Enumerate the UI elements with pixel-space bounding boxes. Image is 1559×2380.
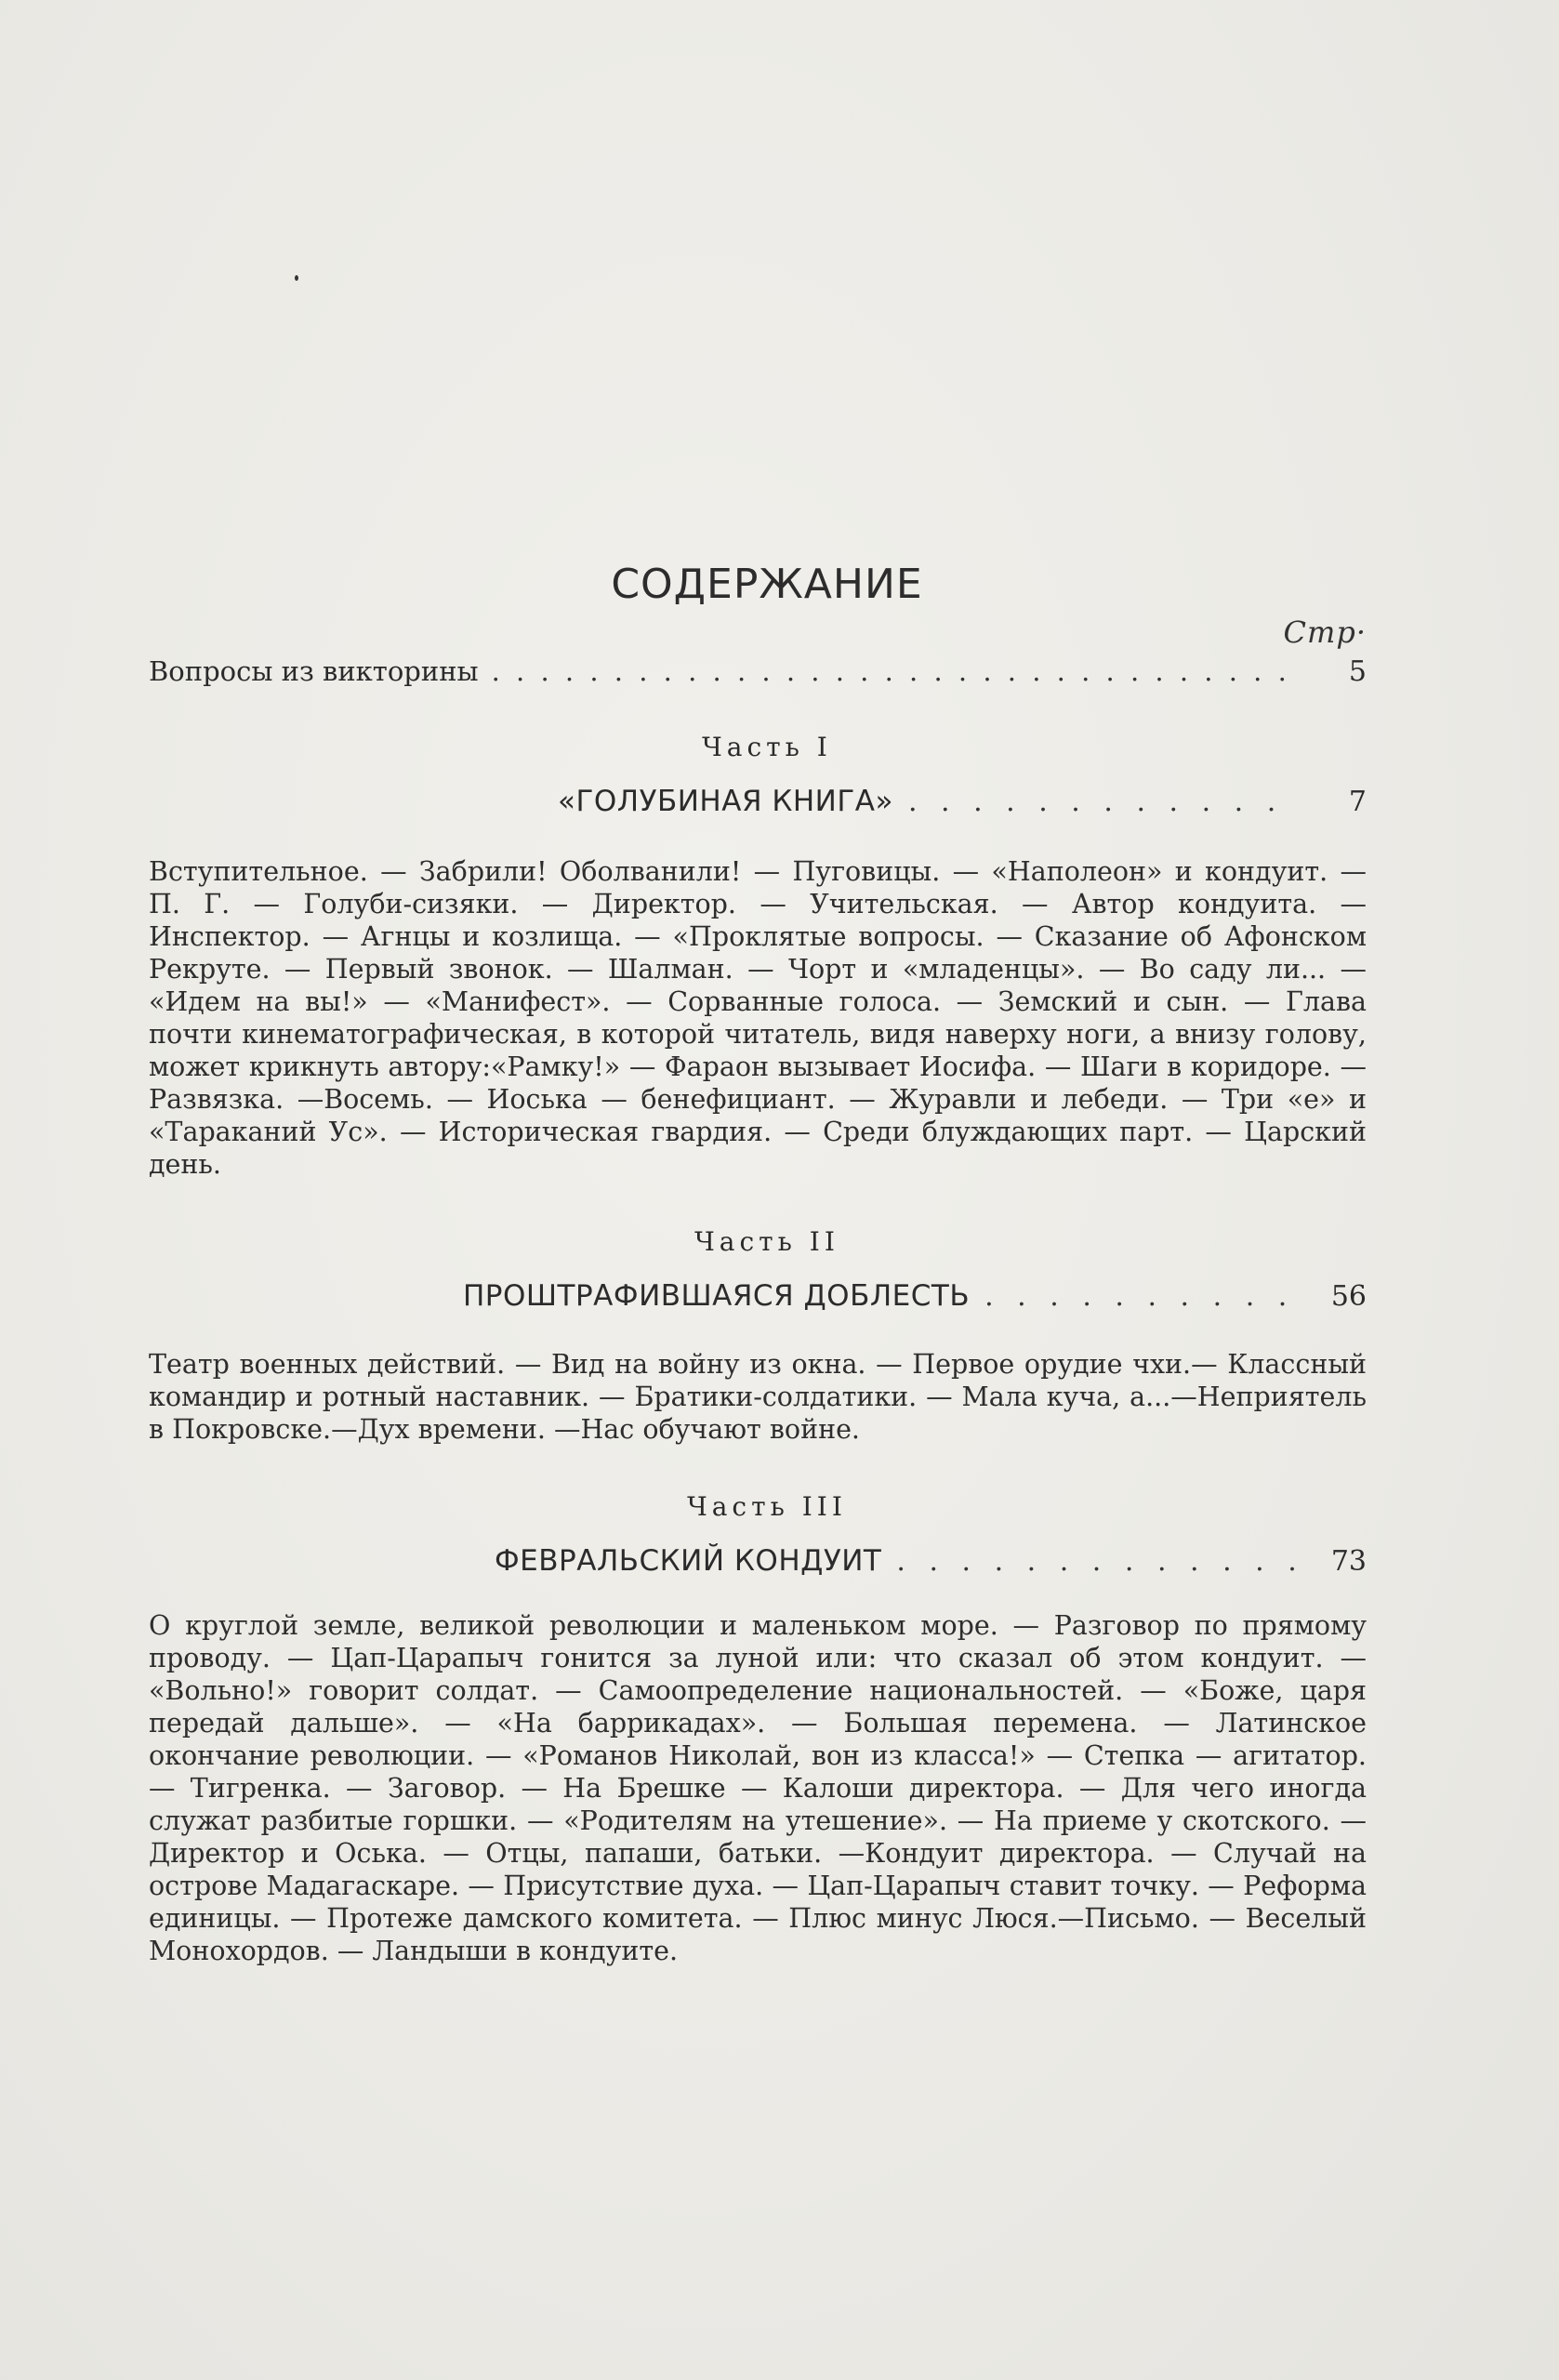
dot-leader <box>492 653 1303 690</box>
toc-page-number: 5 <box>1348 655 1367 688</box>
part-label: Часть II <box>694 1226 839 1257</box>
dot-leader <box>908 782 1301 822</box>
toc-page-number: 73 <box>1330 1545 1367 1578</box>
dot-leader <box>896 1541 1301 1581</box>
part-summary: Вступительное. — Забрили! Оболванили! — Пуговицы. — «Наполеон» и кондуит. — П. Г. — Голуби-сизяки. — Директор. — Учительская. — Автор кондуита. — Инспектор. — Агнцы и козлища. — «Проклятые вопросы. — Сказание об Афонском Рекруте. — Первый звонок. — Шалман. — Чорт и «младенцы». — Во саду ли... — «Идем на вы!» — «Манифест». — Сорванные голоса. — Земский и сын. — Глава почти кинематографическая, в которой читатель, видя наверху ноги, а внизу голову, может крикнуть автору:«Рамку!» — Фараон вызывает Иосифа. — Шаги в коридоре. — Развязка. —Восемь. — Иоська — бенефициант. — Журавли и лебеди. — Три «е» и «Тараканий Ус». — Историческая гвардия. — Среди блуждающих парт. — Царский день. <box>149 856 1367 1180</box>
page-title: СОДЕРЖАНИЕ <box>611 561 923 608</box>
part-summary: Театр военных действий. — Вид на войну из окна. — Первое орудие чхи.— Классный командир и ротный наставник. — Братики-солдатики. — Мала куча, а...—Неприятель в Покровске.—Дух времени. —Нас обучают войне. <box>149 1349 1367 1445</box>
part-title-row <box>149 1276 1367 1316</box>
dot-leader <box>984 1276 1301 1316</box>
part-title-row <box>149 781 1367 822</box>
toc-entry-intro <box>149 653 1367 690</box>
table-of-contents <box>149 558 1367 2175</box>
ink-speck <box>295 275 298 281</box>
part-title: «ГОЛУБИНАЯ КНИГА» <box>558 785 893 818</box>
page-column-label: Стр· <box>1283 615 1367 650</box>
part-title: ПРОШТРАФИВШАЯСЯ ДОБЛЕСТЬ <box>463 1279 971 1313</box>
toc-entry-label: Вопросы из викторины <box>149 655 479 687</box>
part-label: Часть III <box>687 1491 847 1522</box>
part-summary: О круглой земле, великой революции и маленьком море. — Разговор по прямому проводу. — Цап-Царапыч гонится за луной или: что сказал об этом кондуит. — «Вольно!» говорит солдат. — Самоопределение национальностей. — «Боже, царя передай дальше». — «На баррикадах». — Большая перемена. — Латинское окончание революции. — «Романов Николай, вон из класса!» — Степка — агитатор. — Тигренка. — Заговор. — На Брешке — Калоши директора. — Для чего иногда служат разбитые горшки. — «Родителям на утешение». — На приеме у скотского. — Директор и Оська. — Отцы, папаши, батьки. —Кондуит директора. — Случай на острове Мадагаскаре. — Присутствие духа. — Цап-Царапыч ставит точку. — Реформа единицы. — Протеже дамского комитета. — Плюс минус Люся.—Письмо. — Веселый Монохордов. — Ландыши в кондуите. <box>149 1610 1367 1966</box>
toc-page-number: 56 <box>1330 1280 1367 1313</box>
part-title: ФЕВРАЛЬСКИЙ КОНДУИТ <box>495 1544 882 1578</box>
part-label: Часть I <box>702 732 832 762</box>
part-title-row <box>149 1540 1367 1581</box>
toc-page-number: 7 <box>1348 786 1367 818</box>
